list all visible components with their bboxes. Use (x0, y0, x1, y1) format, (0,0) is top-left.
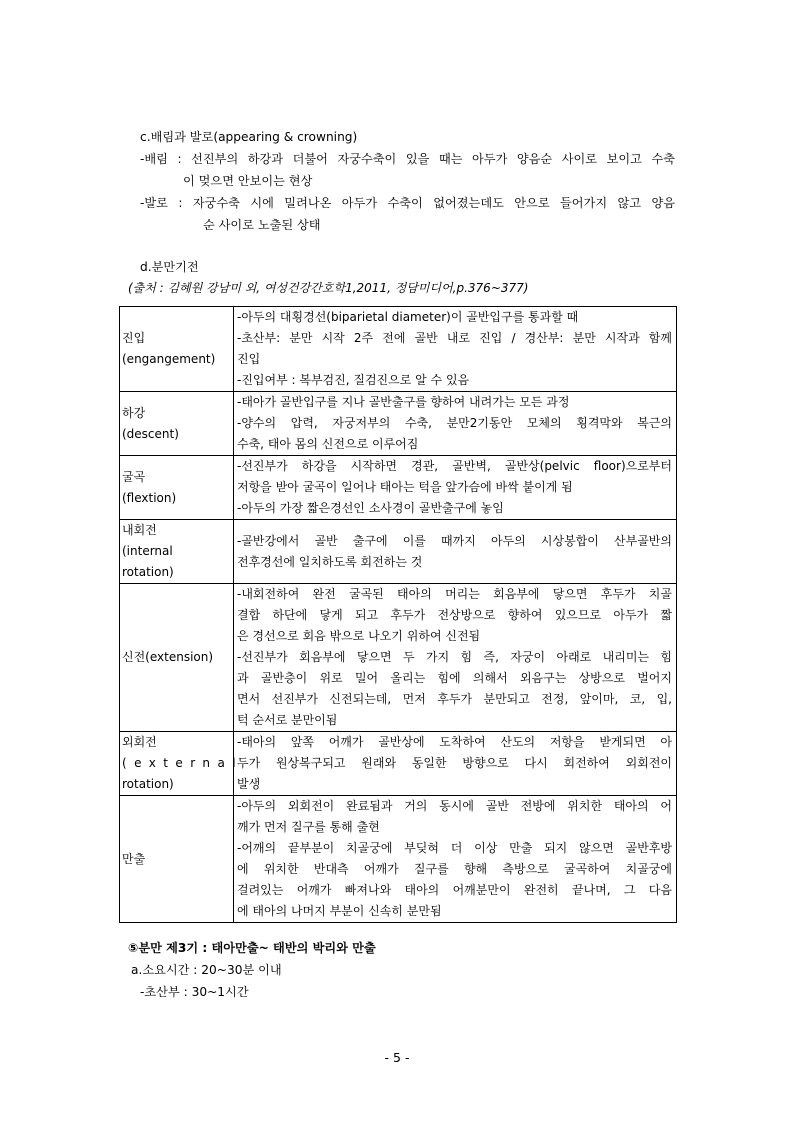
stage-description-line: -아두의 가장 짧은경선인 소사경이 골반출구에 놓임 (237, 501, 504, 515)
stage-description-cell (234, 796, 677, 923)
stage-description-cell (234, 732, 677, 796)
stage-description-line: -아두의 대횡경선(biparietal diameter)이 골반입구를 통과할 때 (237, 310, 579, 324)
labor-mechanism-table (119, 306, 677, 923)
stage-description-line: 수축, 태아 몸의 신전으로 이루어짐 (237, 437, 419, 451)
section-d-title: d.분만기전 (140, 260, 199, 274)
stage-name-cell (120, 392, 234, 456)
stage-description-line: 발생 (237, 777, 261, 791)
stage-description-line: 두가 원상복구되고 원래와 동일한 방향으로 다시 회전하여 외회전이 (237, 756, 672, 770)
stage-description-line: 결합 하단에 닿게 되고 후두가 전상방으로 향하여 있으므로 아두가 짧 (237, 608, 672, 622)
stage-description-line: -초산부: 분만 시작 2주 전에 골반 내로 진입 / 경산부: 분만 시작과 함께 (237, 331, 672, 345)
table-row (120, 392, 677, 456)
stage-name: (engangement) (122, 352, 216, 366)
stage-name: 만출 (122, 851, 146, 866)
stage-description-line: -선진부가 회음부에 닿으면 두 가지 힘 즉, 자궁이 아래로 내리미는 힘 (237, 650, 672, 664)
table-row (120, 732, 677, 796)
stage-name-cell (120, 732, 244, 796)
stage-description-line: 과 골반층이 위로 밀어 올리는 힘에 의해서 외음구는 상방으로 벌어지 (237, 671, 672, 685)
stage-name: 신전(extension) (122, 650, 214, 664)
stage-description-line: -선진부가 하강을 시작하면 경관, 골반벽, 골반상(pelvic floor)으로부터 (237, 459, 672, 473)
stage-description-line: 걸려있는 어깨가 빠져나와 태아의 어깨분만이 완전히 끝나며, 그 다음 (237, 883, 672, 897)
section-c-line: 순 사이로 노출된 상태 (203, 218, 321, 232)
stage-name-cell (120, 584, 234, 732)
section-c-line: -배림 : 선진부의 하강과 더불어 자궁수축이 있을 때는 아두가 양음순 사이로 보이고 수축 (140, 152, 675, 166)
stage-name-cell (120, 520, 234, 584)
section-c-line: 이 멎으면 안보이는 현상 (183, 174, 313, 188)
stage-description-line: 저항을 받아 굴곡이 일어나 태아는 턱을 앞가슴에 바싹 붙이게 됨 (237, 480, 573, 494)
stage-description-line: 전후경선에 일치하도록 회전하는 것 (237, 554, 423, 569)
stage-name: rotation) (122, 565, 174, 579)
table-row (120, 584, 677, 732)
page-number: - 5 - (384, 1050, 410, 1065)
stage-description-cell (234, 307, 677, 392)
stage-description-line: 은 경선으로 회음 밖으로 나오기 위하여 신전됨 (237, 629, 481, 643)
stage-name: 진입 (122, 331, 146, 345)
stage-name: 외회전 (122, 735, 157, 749)
stage-description-line: -태아의 앞쪽 어깨가 골반상에 도착하여 산도의 저항을 받게되면 아 (237, 735, 672, 749)
stage-description-line: 에 태아의 나머지 부분이 신속히 분만됨 (237, 904, 442, 918)
stage-description-line: -어깨의 끝부분이 치골궁에 부딪혀 더 이상 만출 되지 않으면 골반후방 (237, 841, 672, 855)
section-c-line: -발로 : 자궁수축 시에 밀려나온 아두가 수축이 없어졌는데도 안으로 들어가지 않고 양음 (140, 196, 675, 210)
stage-description-line: -아두의 외회전이 완료됨과 거의 동시에 골반 전방에 위치한 태아의 어 (237, 799, 672, 813)
stage-name: (external (122, 756, 244, 770)
stage-description-cell (234, 392, 677, 456)
stage-name: 굴곡 (122, 469, 146, 484)
stage3-duration: a.소요시간 : 20~30분 이내 (131, 963, 282, 977)
source-citation: (출처 : 김혜원 강남미 외, 여성건강간호학1,2011, 정담미디어,p.376~377) (128, 281, 529, 295)
section-c-title: c.배림과 발로(appearing & crowning) (140, 130, 358, 144)
stage-description-line: 깨가 먼저 질구를 통해 출현 (237, 820, 380, 834)
stage-description-line: 에 위치한 반대측 어깨가 질구를 향해 측방으로 굴곡하여 치골궁에 (237, 862, 672, 876)
stage-description-line: 면서 선진부가 신전되는데, 먼저 후두가 분만되고 전정, 앞이마, 코, 입, (237, 692, 672, 706)
stage-description-cell (234, 584, 677, 732)
table-row (120, 307, 677, 392)
stage-description-line: -내회전하여 완전 굴곡된 태아의 머리는 회음부에 닿으면 후두가 치골 (237, 587, 672, 601)
stage-name-cell (120, 307, 234, 392)
table-row (120, 456, 677, 520)
stage-name: rotation) (122, 777, 174, 791)
stage-description-cell (234, 456, 677, 520)
stage-name: 내회전 (122, 523, 157, 537)
stage-name-cell (120, 456, 234, 520)
stage-description-line: 턱 순서로 분만이됨 (237, 713, 338, 727)
stage-description-line: -진입여부 : 복부검진, 질검진으로 알 수 있음 (237, 373, 470, 387)
stage-description-cell (234, 520, 677, 584)
stage-name: (internal (122, 544, 173, 558)
stage-name: (descent) (122, 426, 179, 441)
stage3-primipara: -초산부 : 30~1시간 (140, 985, 249, 999)
stage-name-cell (120, 796, 234, 923)
stage-description-line: -태아가 골반입구를 지나 골반출구를 향하여 내려가는 모든 과정 (237, 395, 570, 409)
table-row (120, 796, 677, 923)
stage-name: (flextion) (122, 490, 177, 505)
stage-description-line: -골반강에서 골반 출구에 이를 때까지 아두의 시상봉합이 산부골반의 (237, 533, 672, 548)
stage-description-line: 진입 (237, 352, 261, 366)
stage-description-line: -양수의 압력, 자궁저부의 수축, 분만2기동안 모체의 횡격막와 복근의 (237, 416, 672, 430)
stage-name: 하강 (122, 405, 146, 420)
stage3-title: ⑤분만 제3기 : 태아만출~ 태반의 박리와 만출 (128, 941, 376, 955)
table-row (120, 520, 677, 584)
